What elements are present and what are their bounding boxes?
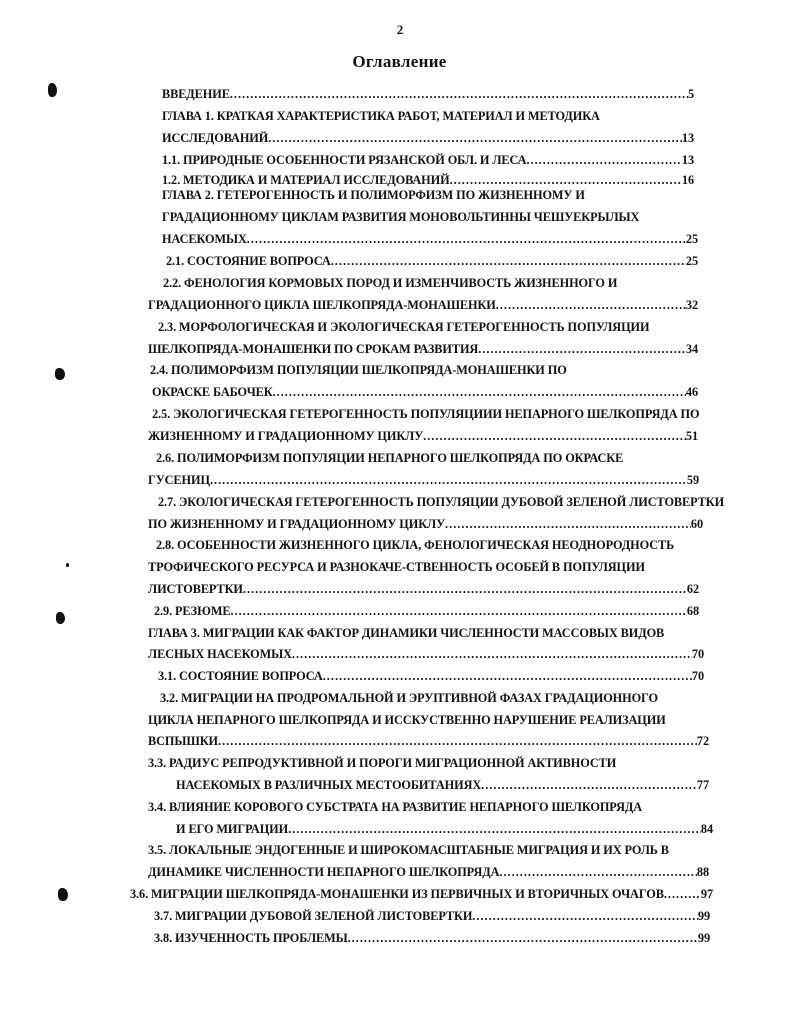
toc-entry-text: ГРАДАЦИОННОГО ЦИКЛА ШЕЛКОПРЯДА-МОНАШЕНКИ bbox=[148, 298, 496, 312]
toc-entry-page: 46 bbox=[685, 385, 698, 399]
dot-leader bbox=[331, 253, 686, 269]
toc-entry-page: 13 bbox=[681, 131, 694, 145]
dot-leader bbox=[323, 668, 692, 684]
dot-leader bbox=[218, 733, 697, 749]
toc-entry[interactable] bbox=[148, 799, 642, 815]
dot-leader bbox=[268, 130, 682, 146]
toc-entry-page: 70 bbox=[691, 647, 704, 661]
toc-entry-text: ЛИСТОВЕРТКИ bbox=[148, 582, 243, 596]
toc-entry-text: 3.3. РАДИУС РЕПРОДУКТИВНОЙ И ПОРОГИ МИГРАЦИОННОЙ АКТИВНОСТИ bbox=[148, 756, 617, 770]
toc-entry[interactable] bbox=[154, 930, 710, 946]
page-number: 2 bbox=[396, 22, 404, 37]
dot-leader bbox=[664, 886, 701, 902]
toc-entry[interactable] bbox=[148, 297, 698, 313]
toc-entry[interactable] bbox=[148, 516, 703, 532]
toc-entry-text: 1.2. МЕТОДИКА И МАТЕРИАЛ ИССЛЕДОВАНИЙ bbox=[162, 173, 450, 187]
toc-entry-text: ТРОФИЧЕСКОГО РЕСУРСА И РАЗНОКАЧЕ-СТВЕННОСТЬ ОСОБЕЙ В ПОПУЛЯЦИИ bbox=[148, 560, 645, 574]
scan-blot-2 bbox=[55, 368, 65, 380]
toc-entry[interactable] bbox=[148, 625, 664, 641]
toc-entry-page: 16 bbox=[681, 173, 694, 187]
toc-entry-page: 60 bbox=[690, 517, 703, 531]
toc-entry-text: 2.6. ПОЛИМОРФИЗМ ПОПУЛЯЦИИ НЕПАРНОГО ШЕЛКОПРЯДА ПО ОКРАСКЕ bbox=[156, 451, 624, 465]
toc-entry-text: 3.2. МИГРАЦИИ НА ПРОДРОМАЛЬНОЙ И ЭРУПТИВНОЙ ФАЗАХ ГРАДАЦИОННОГО bbox=[160, 691, 658, 705]
toc-entry-text: ЦИКЛА НЕПАРНОГО ШЕЛКОПРЯДА И ИССКУСТВЕННО НАРУШЕНИЕ РЕАЛИЗАЦИИ bbox=[148, 713, 666, 727]
toc-entry-text: И ЕГО МИГРАЦИИ bbox=[176, 822, 289, 836]
toc-entry-page: 5 bbox=[687, 87, 694, 101]
dot-leader bbox=[288, 821, 701, 837]
toc-entry-text: 3.5. ЛОКАЛЬНЫЕ ЭНДОГЕННЫЕ И ШИРОКОМАСШТАБНЫЕ МИГРАЦИЯ И ИХ РОЛЬ В bbox=[148, 843, 669, 857]
toc-entry-text: ИССЛЕДОВАНИЙ bbox=[162, 131, 269, 145]
toc-entry-text: 2.9. РЕЗЮМЕ bbox=[154, 604, 231, 618]
toc-entry[interactable] bbox=[158, 494, 724, 510]
toc-entry[interactable] bbox=[166, 253, 698, 269]
toc-entry[interactable] bbox=[154, 603, 699, 619]
scan-blot-4 bbox=[56, 612, 65, 624]
toc-entry[interactable] bbox=[176, 777, 709, 793]
toc-entry-page: 72 bbox=[696, 734, 709, 748]
toc-entry-text: ОКРАСКЕ БАБОЧЕК bbox=[152, 385, 273, 399]
toc-entry-page: 97 bbox=[700, 887, 713, 901]
toc-entry[interactable] bbox=[148, 733, 709, 749]
toc-entry[interactable] bbox=[148, 428, 698, 444]
dot-leader bbox=[423, 428, 686, 444]
toc-entry[interactable] bbox=[148, 472, 699, 488]
toc-entry-text: 3.8. ИЗУЧЕННОСТЬ ПРОБЛЕМЫ bbox=[154, 931, 348, 945]
dot-leader bbox=[526, 152, 681, 168]
scan-blot-1 bbox=[48, 83, 57, 97]
toc-entry-page: 34 bbox=[685, 342, 698, 356]
toc-entry-text: 1.1. ПРИРОДНЫЕ ОСОБЕННОСТИ РЯЗАНСКОЙ ОБЛ. И ЛЕСА bbox=[162, 153, 527, 167]
toc-entry-text: ГЛАВА 2. ГЕТЕРОГЕННОСТЬ И ПОЛИМОРФИЗМ ПО ЖИЗНЕННОМУ И bbox=[162, 188, 585, 202]
toc-entry[interactable] bbox=[148, 864, 709, 880]
dot-leader bbox=[499, 864, 696, 880]
toc-entry[interactable] bbox=[158, 319, 649, 335]
toc-entry[interactable] bbox=[160, 690, 658, 706]
toc-entry[interactable] bbox=[152, 406, 699, 422]
dot-leader bbox=[481, 777, 697, 793]
dot-leader bbox=[210, 472, 687, 488]
toc-entry-text: ВСПЫШКИ bbox=[148, 734, 219, 748]
toc-entry-text: 2.3. МОРФОЛОГИЧЕСКАЯ И ЭКОЛОГИЧЕСКАЯ ГЕТЕРОГЕННОСТЬ ПОПУЛЯЦИИ bbox=[158, 320, 650, 334]
toc-entry-page: 70 bbox=[691, 669, 704, 683]
toc-entry-text: 3.4. ВЛИЯНИЕ КОРОВОГО СУБСТРАТА НА РАЗВИТИЕ НЕПАРНОГО ШЕЛКОПРЯДА bbox=[148, 800, 643, 814]
toc-entry-page: 77 bbox=[696, 778, 709, 792]
toc-entry-text: 3.6. МИГРАЦИИ ШЕЛКОПРЯДА-МОНАШЕНКИ ИЗ ПЕРВИЧНЫХ И ВТОРИЧНЫХ ОЧАГОВ bbox=[130, 887, 664, 901]
page-title: Оглавление bbox=[352, 52, 447, 71]
toc-entry[interactable] bbox=[163, 275, 617, 291]
toc-entry-page: 99 bbox=[697, 909, 710, 923]
dot-leader bbox=[292, 646, 692, 662]
toc-entry[interactable] bbox=[156, 537, 674, 553]
toc-entry-page: 88 bbox=[696, 865, 709, 879]
toc-entry[interactable] bbox=[162, 231, 698, 247]
toc-entry-text: 2.4. ПОЛИМОРФИЗМ ПОПУЛЯЦИИ ШЕЛКОПРЯДА-МОНАШЕНКИ ПО bbox=[150, 363, 567, 377]
toc-entry-page: 25 bbox=[685, 232, 698, 246]
dot-leader bbox=[450, 172, 682, 188]
toc-entry[interactable] bbox=[152, 384, 698, 400]
toc-entry-text: 2.7. ЭКОЛОГИЧЕСКАЯ ГЕТЕРОГЕННОСТЬ ПОПУЛЯЦИИ ДУБОВОЙ ЗЕЛЕНОЙ ЛИСТОВЕРТКИ bbox=[158, 495, 725, 509]
toc-entry-page: 84 bbox=[700, 822, 713, 836]
dot-leader bbox=[230, 86, 688, 102]
toc-entry-text: ДИНАМИКЕ ЧИСЛЕННОСТИ НЕПАРНОГО ШЕЛКОПРЯДА bbox=[148, 865, 500, 879]
toc-entry[interactable] bbox=[150, 362, 567, 378]
toc-entry[interactable] bbox=[148, 755, 616, 771]
dot-leader bbox=[273, 384, 686, 400]
toc-entry-page: 59 bbox=[686, 473, 699, 487]
toc-entry-text: ГРАДАЦИОННОМУ ЦИКЛАМ РАЗВИТИЯ МОНОВОЛЬТИННЫ ЧЕШУЕКРЫЛЫХ bbox=[162, 210, 640, 224]
toc-entry-text: НАСЕКОМЫХ В РАЗЛИЧНЫХ МЕСТООБИТАНИЯХ bbox=[176, 778, 482, 792]
toc-entry[interactable] bbox=[162, 152, 694, 168]
toc-entry-page: 51 bbox=[685, 429, 698, 443]
toc-entry[interactable] bbox=[148, 341, 698, 357]
toc-entry[interactable] bbox=[162, 187, 585, 203]
toc-entry-page: 99 bbox=[697, 931, 710, 945]
toc-entry-text: 3.7. МИГРАЦИИ ДУБОВОЙ ЗЕЛЕНОЙ ЛИСТОВЕРТКИ bbox=[154, 909, 473, 923]
toc-entry-text: ЖИЗНЕННОМУ И ГРАДАЦИОННОМУ ЦИКЛУ bbox=[148, 429, 424, 443]
toc-entry-text: ГЛАВА 1. КРАТКАЯ ХАРАКТЕРИСТИКА РАБОТ, МАТЕРИАЛ И МЕТОДИКА bbox=[162, 109, 600, 123]
dot-leader bbox=[445, 516, 691, 532]
toc-entry-page: 68 bbox=[686, 604, 699, 618]
scan-blot-3 bbox=[66, 563, 69, 567]
dot-leader bbox=[243, 581, 687, 597]
toc-entry[interactable] bbox=[156, 450, 623, 466]
toc-entry[interactable] bbox=[176, 821, 713, 837]
toc-entry[interactable] bbox=[162, 172, 694, 188]
toc-entry-text: ГЛАВА 3. МИГРАЦИИ КАК ФАКТОР ДИНАМИКИ ЧИСЛЕННОСТИ МАССОВЫХ ВИДОВ bbox=[148, 626, 665, 640]
toc-entry-text: 2.1. СОСТОЯНИЕ ВОПРОСА bbox=[166, 254, 331, 268]
dot-leader bbox=[230, 603, 686, 619]
toc-entry[interactable] bbox=[148, 581, 699, 597]
toc-entry-text: ЛЕСНЫХ НАСЕКОМЫХ bbox=[148, 647, 292, 661]
toc-entry[interactable] bbox=[148, 842, 669, 858]
toc-entry[interactable] bbox=[148, 712, 666, 728]
toc-entry[interactable] bbox=[158, 668, 704, 684]
toc-entry-text: 3.1. СОСТОЯНИЕ ВОПРОСА bbox=[158, 669, 323, 683]
dot-leader bbox=[478, 341, 686, 357]
toc-entry-text: 2.8. ОСОБЕННОСТИ ЖИЗНЕННОГО ЦИКЛА, ФЕНОЛОГИЧЕСКАЯ НЕОДНОРОДНОСТЬ bbox=[156, 538, 675, 552]
toc-entry[interactable] bbox=[130, 886, 713, 902]
toc-entry-text: ШЕЛКОПРЯДА-МОНАШЕНКИ ПО СРОКАМ РАЗВИТИЯ bbox=[148, 342, 479, 356]
toc-entry[interactable] bbox=[148, 559, 645, 575]
toc-entry[interactable] bbox=[148, 646, 704, 662]
toc-entry-text: ПО ЖИЗНЕННОМУ И ГРАДАЦИОННОМУ ЦИКЛУ bbox=[148, 517, 446, 531]
scan-blot-5 bbox=[58, 888, 68, 901]
toc-entry-page: 25 bbox=[685, 254, 698, 268]
toc-entry-page: 32 bbox=[685, 298, 698, 312]
toc-entry-text: 2.2. ФЕНОЛОГИЯ КОРМОВЫХ ПОРОД И ИЗМЕНЧИВОСТЬ ЖИЗНЕННОГО И bbox=[163, 276, 618, 290]
toc-entry-text: ГУСЕНИЦ bbox=[148, 473, 210, 487]
toc-entry-page: 13 bbox=[681, 153, 694, 167]
toc-entry[interactable] bbox=[162, 86, 694, 102]
toc-entry[interactable] bbox=[162, 130, 694, 146]
toc-entry[interactable] bbox=[162, 108, 600, 124]
dot-leader bbox=[247, 231, 686, 247]
toc-entry-text: НАСЕКОМЫХ bbox=[162, 232, 247, 246]
toc-entry-text: 2.5. ЭКОЛОГИЧЕСКАЯ ГЕТЕРОГЕННОСТЬ ПОПУЛЯЦИИИ НЕПАРНОГО ШЕЛКОПРЯДА ПО bbox=[152, 407, 700, 421]
toc-entry-text: ВВЕДЕНИЕ bbox=[162, 87, 230, 101]
toc-entry-page: 62 bbox=[686, 582, 699, 596]
dot-leader bbox=[472, 908, 698, 924]
toc-entry[interactable] bbox=[154, 908, 710, 924]
dot-leader bbox=[348, 930, 698, 946]
dot-leader bbox=[496, 297, 686, 313]
toc-entry[interactable] bbox=[162, 209, 639, 225]
